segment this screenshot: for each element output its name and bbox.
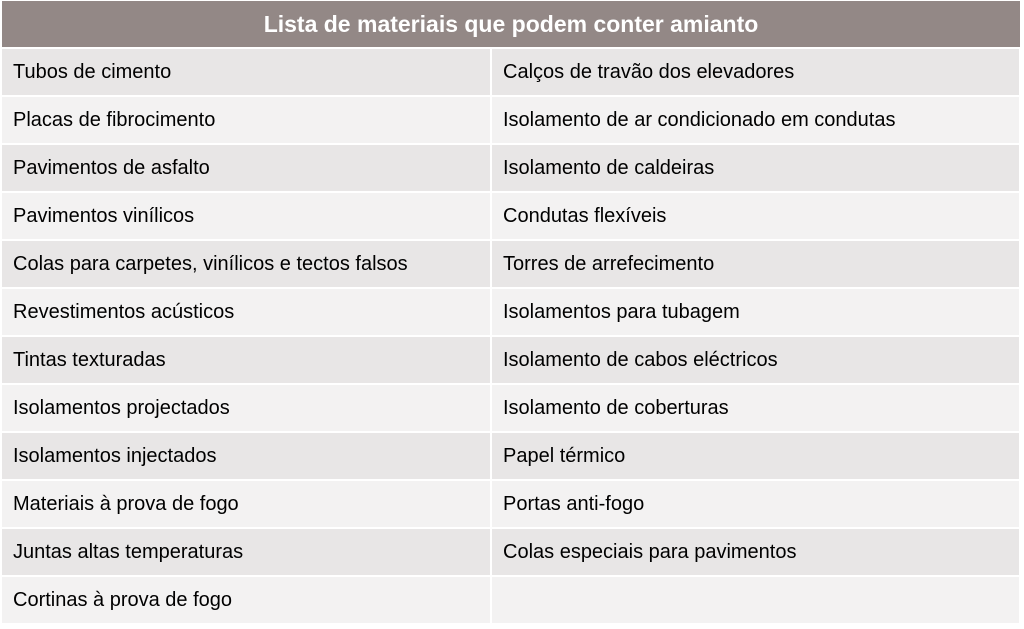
table-cell: Calços de travão dos elevadores	[491, 48, 1020, 96]
table-title: Lista de materiais que podem conter amianto	[2, 1, 1020, 48]
table-cell: Cortinas à prova de fogo	[2, 576, 491, 623]
table-row	[2, 144, 1020, 192]
table-row	[2, 576, 1020, 623]
table-row	[2, 336, 1020, 384]
table-row	[2, 384, 1020, 432]
table-cell: Tubos de cimento	[2, 48, 491, 96]
table-row	[2, 96, 1020, 144]
table-cell: Tintas texturadas	[2, 336, 491, 384]
table-cell: Placas de fibrocimento	[2, 96, 491, 144]
table-cell: Isolamentos injectados	[2, 432, 491, 480]
table-cell	[491, 576, 1020, 623]
table-cell: Materiais à prova de fogo	[2, 480, 491, 528]
table-row	[2, 528, 1020, 576]
table-cell: Juntas altas temperaturas	[2, 528, 491, 576]
table-cell: Isolamentos para tubagem	[491, 288, 1020, 336]
table-cell: Pavimentos vinílicos	[2, 192, 491, 240]
table-row	[2, 48, 1020, 96]
table-row	[2, 480, 1020, 528]
table-row	[2, 240, 1020, 288]
table-cell: Torres de arrefecimento	[491, 240, 1020, 288]
table-row	[2, 288, 1020, 336]
table-cell: Isolamento de caldeiras	[491, 144, 1020, 192]
table-cell: Condutas flexíveis	[491, 192, 1020, 240]
table-cell: Isolamentos projectados	[2, 384, 491, 432]
table-cell: Colas para carpetes, vinílicos e tectos falsos	[2, 240, 491, 288]
table-cell: Isolamento de cabos eléctricos	[491, 336, 1020, 384]
table-row	[2, 432, 1020, 480]
table-cell: Revestimentos acústicos	[2, 288, 491, 336]
table-cell: Pavimentos de asfalto	[2, 144, 491, 192]
table-cell: Papel térmico	[491, 432, 1020, 480]
table-cell: Portas anti-fogo	[491, 480, 1020, 528]
table-header-row	[2, 1, 1020, 48]
table-row	[2, 192, 1020, 240]
table-cell: Isolamento de ar condicionado em condutas	[491, 96, 1020, 144]
asbestos-materials-table	[2, 1, 1021, 623]
materials-table-container	[2, 1, 1020, 623]
table-cell: Colas especiais para pavimentos	[491, 528, 1020, 576]
table-cell: Isolamento de coberturas	[491, 384, 1020, 432]
